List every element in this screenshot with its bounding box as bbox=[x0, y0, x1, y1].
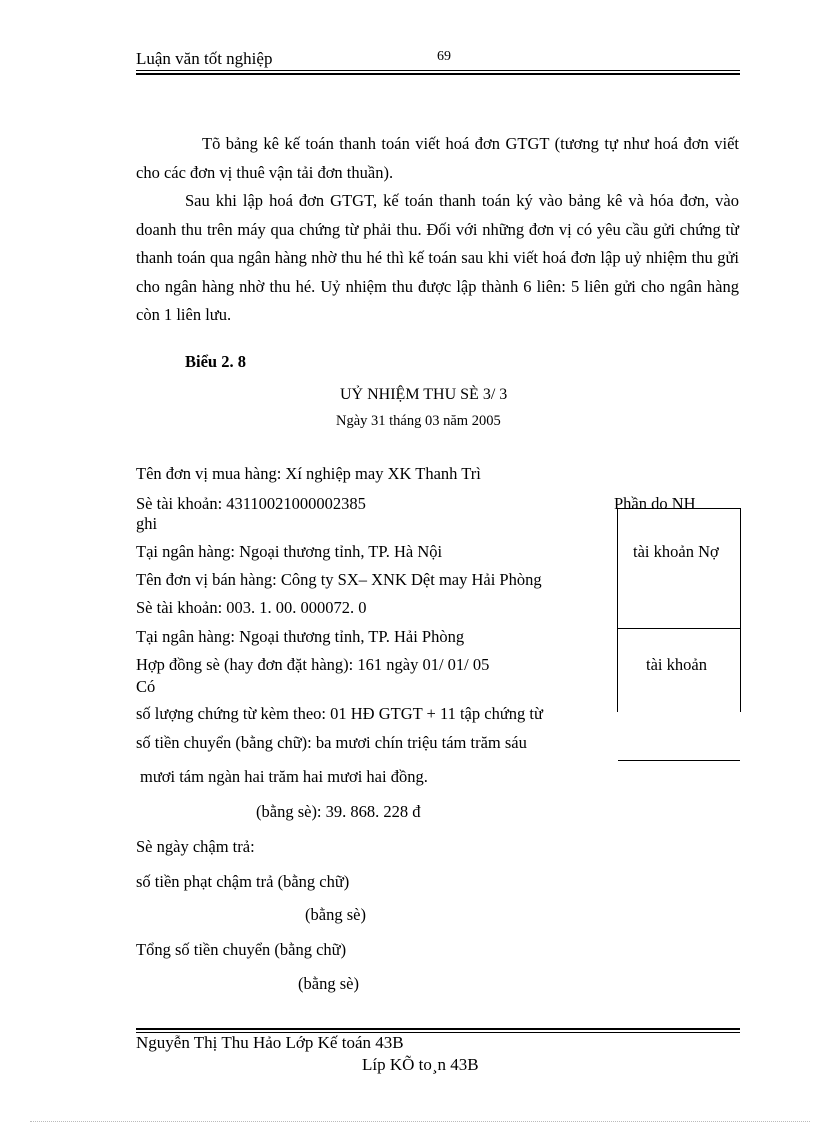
footer-class: Líp KÕ to¸n 43B bbox=[362, 1055, 479, 1074]
buyer-bank: Tại ngân hàng: Ngoại thương tỉnh, TP. Hà Nội bbox=[136, 542, 443, 561]
late-days: Sè ngày chậm trả: bbox=[136, 837, 255, 856]
page-edge bbox=[30, 1121, 810, 1122]
paragraph-1-text: Tõ bảng kê kế toán thanh toán viết hoá đơn GTGT (tương tự như hoá đơn viết cho các đơn vị thuê vận tải đơn thuần). bbox=[136, 134, 739, 182]
header-rule-thick bbox=[136, 73, 740, 75]
bank-box-heading: Phần do NH bbox=[614, 494, 696, 513]
debit-account-label: tài khoản Nợ bbox=[633, 542, 719, 561]
bank-box-divider bbox=[617, 628, 740, 629]
form-label: Biểu 2. 8 bbox=[185, 352, 246, 371]
buyer-name: Tên đơn vị mua hàng: Xí nghiệp may XK Thanh Trì bbox=[136, 464, 481, 483]
header-title: Luận văn tốt nghiệp bbox=[136, 49, 273, 68]
total-words: Tổng số tiền chuyển (bằng chữ) bbox=[136, 940, 347, 959]
contract-number: Hợp đồng sè (hay đơn đặt hàng): 161 ngày 01/ 01/ 05 bbox=[136, 655, 490, 674]
bank-box bbox=[617, 508, 741, 712]
paragraph-1 bbox=[136, 130, 739, 187]
header-rule bbox=[136, 70, 740, 71]
footer-rule-thick bbox=[136, 1028, 740, 1030]
page-number: 69 bbox=[437, 49, 451, 64]
document-count: số lượng chứng từ kèm theo: 01 HĐ GTGT + 11 tập chứng từ bbox=[136, 704, 543, 723]
buyer-account-suffix: ghi bbox=[136, 514, 158, 533]
footer-author: Nguyễn Thị Thu Hảo Lớp Kế toán 43B bbox=[136, 1033, 404, 1052]
buyer-account: Sè tài khoản: 43110021000002385 bbox=[136, 494, 366, 513]
amount-words: số tiền chuyển (bằng chữ): ba mươi chín triệu tám trăm sáu bbox=[136, 733, 527, 752]
seller-name: Tên đơn vị bán hàng: Công ty SX– XNK Dệt may Hải Phòng bbox=[136, 570, 542, 589]
contract-suffix: Có bbox=[136, 677, 156, 696]
seller-account: Sè tài khoản: 003. 1. 00. 000072. 0 bbox=[136, 598, 367, 617]
seller-bank: Tại ngân hàng: Ngoại thương tỉnh, TP. Hải Phòng bbox=[136, 627, 465, 646]
bank-box-underline bbox=[618, 760, 740, 761]
form-title: UỶ NHIỆM THU SÈ 3/ 3 bbox=[340, 386, 508, 403]
paragraph-2 bbox=[136, 187, 739, 330]
paragraph-2-text: Sau khi lập hoá đơn GTGT, kế toán thanh toán ký vào bảng kê và hóa đơn, vào doanh thu trên máy qua chứng từ phải thu. Đối với những đơn vị có yêu cầu gửi chứng từ thanh toán qua ngân hàng nhờ thu hé thì kế toán sau khi viết hoá đơn lập uỷ nhiệm thu gửi cho ngân hàng nhờ thu hé. Uỷ nhiệm thu được lập thành 6 liên: 5 liên gửi cho ngân hàng còn 1 liên lưu. bbox=[136, 191, 739, 324]
credit-account-label: tài khoản bbox=[646, 655, 707, 674]
total-number: (bằng sè) bbox=[298, 974, 359, 993]
form-date: Ngày 31 tháng 03 năm 2005 bbox=[336, 413, 501, 429]
amount-number: (bằng sè): 39. 868. 228 đ bbox=[256, 802, 421, 821]
penalty-number: (bằng sè) bbox=[305, 905, 366, 924]
penalty-words: số tiền phạt chậm trả (bằng chữ) bbox=[136, 872, 350, 891]
amount-words-cont: mươi tám ngàn hai trăm hai mươi hai đồng. bbox=[140, 767, 428, 786]
